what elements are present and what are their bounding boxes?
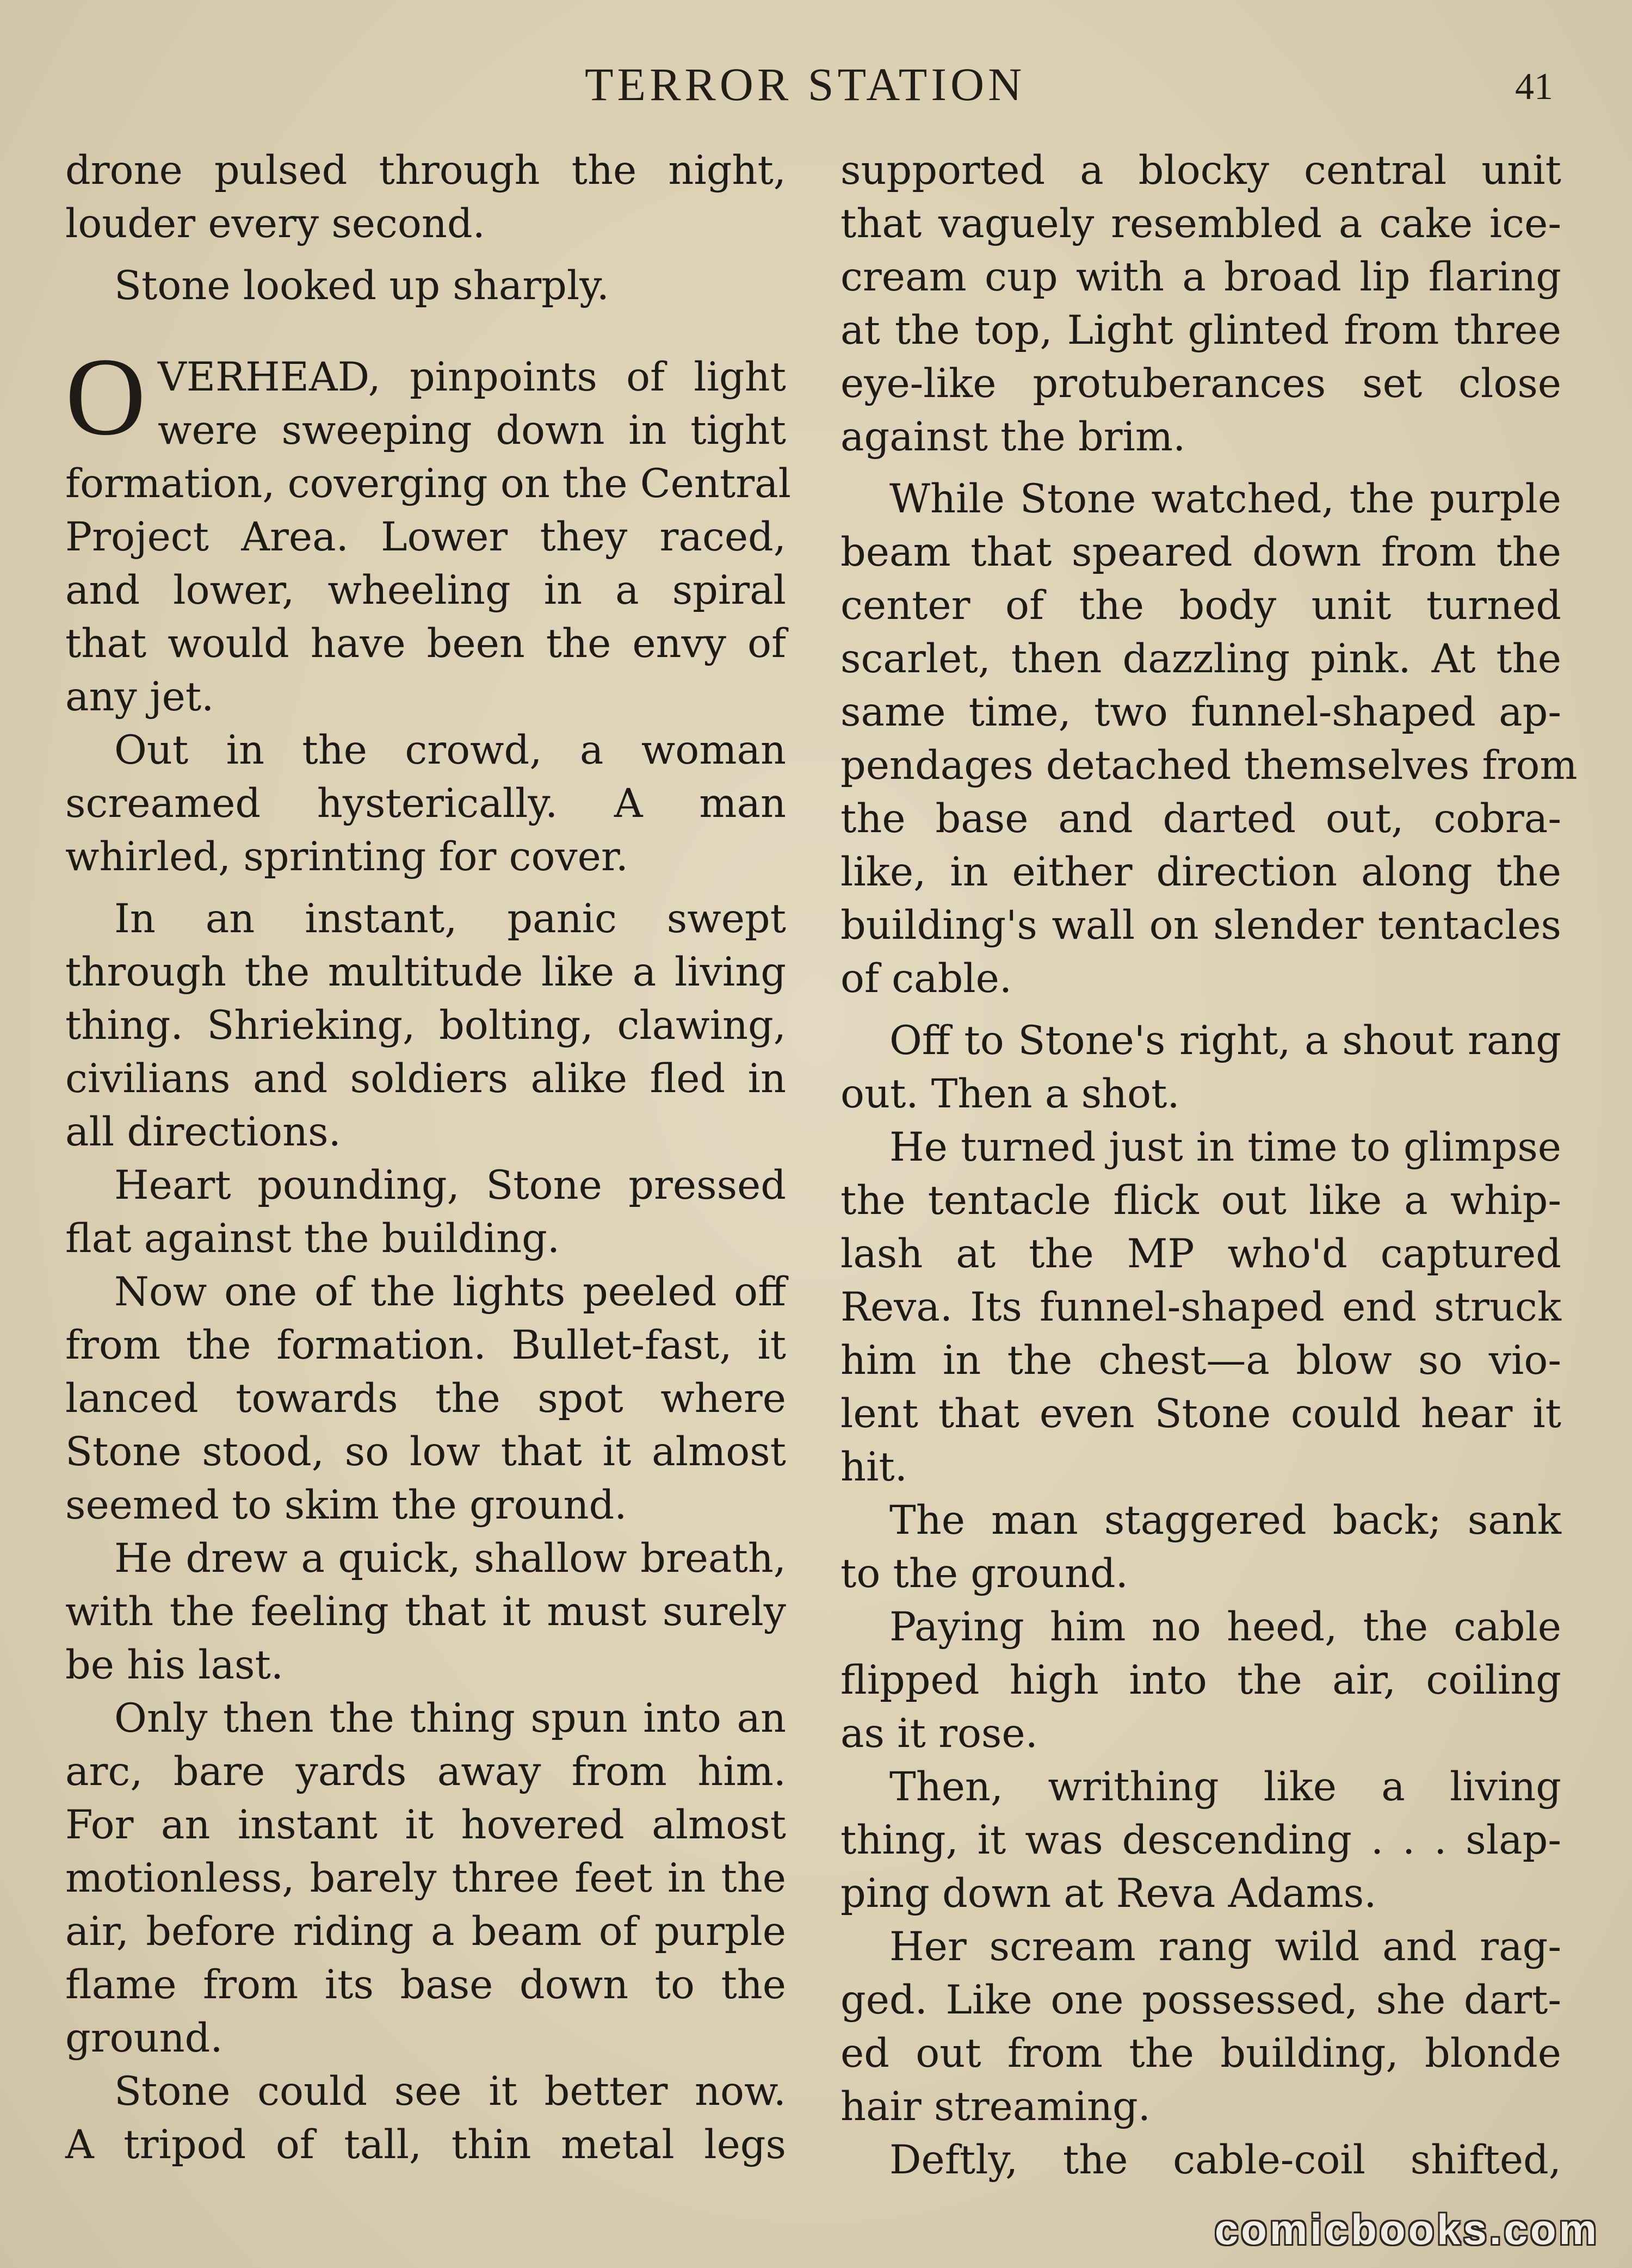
line-text: Project Area. Lower they raced, bbox=[65, 514, 786, 560]
line-text: Now one of the lights peeled off bbox=[114, 1269, 786, 1315]
running-header: TERROR STATION bbox=[585, 58, 1026, 110]
line-text: lash at the MP who'd captured bbox=[840, 1231, 1561, 1277]
line-text: eye-like protuberances set close bbox=[840, 361, 1561, 407]
line-text: flame from its base down to the bbox=[65, 1962, 786, 2008]
line-text: against the brim. bbox=[840, 414, 1186, 460]
text-line bbox=[840, 1494, 1561, 1547]
line-text: the tentacle flick out like a whip- bbox=[840, 1178, 1561, 1224]
text-line bbox=[65, 1266, 786, 1319]
text-line bbox=[65, 1959, 786, 2012]
line-text: civilians and soldiers alike fled in bbox=[65, 1056, 786, 1102]
text-line bbox=[65, 671, 786, 724]
text-line bbox=[840, 1281, 1561, 1334]
page-number: 41 bbox=[1515, 66, 1553, 108]
text-line bbox=[65, 617, 786, 671]
line-text: For an instant it hovered almost bbox=[65, 1802, 786, 1848]
text-line bbox=[840, 2080, 1561, 2134]
line-text: beam that speared down from the bbox=[840, 529, 1561, 575]
line-text: Off to Stone's right, a shout rang bbox=[889, 1018, 1561, 1064]
text-line bbox=[65, 457, 791, 511]
text-line bbox=[65, 259, 786, 313]
line-text: Out in the crowd, a woman bbox=[114, 727, 786, 773]
section-break bbox=[65, 313, 786, 351]
text-line bbox=[840, 846, 1561, 899]
line-text: scarlet, then dazzling pink. At the bbox=[840, 636, 1561, 682]
text-line bbox=[840, 304, 1561, 357]
text-line bbox=[65, 1319, 786, 1372]
text-line bbox=[840, 411, 1561, 464]
text-line bbox=[840, 1014, 1561, 1068]
line-text: ed out from the building, blonde bbox=[840, 2030, 1561, 2077]
text-line bbox=[840, 1974, 1561, 2027]
text-line bbox=[65, 1159, 786, 1212]
text-line bbox=[65, 1052, 786, 1106]
line-text: He drew a quick, shallow breath, bbox=[114, 1535, 786, 1582]
text-line bbox=[65, 1426, 786, 1479]
text-line bbox=[65, 2065, 786, 2118]
line-text: VERHEAD, pinpoints of light bbox=[158, 354, 786, 400]
line-text: Stone looked up sharply. bbox=[114, 263, 610, 309]
line-text: thing. Shrieking, bolting, clawing, bbox=[65, 1002, 786, 1049]
line-text: same time, two funnel-shaped ap- bbox=[840, 689, 1561, 735]
line-text: hit. bbox=[840, 1444, 907, 1490]
line-text: of cable. bbox=[840, 956, 1012, 1002]
line-text: him in the chest—a blow so vio- bbox=[840, 1337, 1561, 1384]
text-line bbox=[65, 511, 786, 564]
line-text: Only then the thing spun into an bbox=[114, 1695, 786, 1742]
line-text: cream cup with a broad lip flaring bbox=[840, 254, 1561, 300]
line-text: The man staggered back; sank bbox=[889, 1497, 1561, 1544]
text-line bbox=[65, 1106, 786, 1159]
line-text: at the top, Light glinted from three bbox=[840, 307, 1561, 354]
line-text: like, in either direction along the bbox=[840, 849, 1561, 895]
text-line bbox=[65, 893, 786, 946]
text-line bbox=[840, 686, 1561, 739]
text-line bbox=[65, 1532, 786, 1585]
text-line bbox=[65, 831, 786, 884]
line-text: center of the body unit turned bbox=[840, 583, 1561, 629]
paragraph-gap bbox=[840, 1006, 1561, 1014]
text-line bbox=[840, 1814, 1561, 1867]
text-line bbox=[840, 1228, 1561, 1281]
drop-cap: O bbox=[65, 335, 146, 458]
line-text: pendages detached themselves from bbox=[840, 742, 1578, 789]
text-line bbox=[65, 1212, 786, 1266]
line-text: thing, it was descending . . . slap- bbox=[840, 1817, 1561, 1863]
line-text: air, before riding a beam of purple bbox=[65, 1908, 786, 1955]
left-text-column bbox=[65, 144, 791, 2172]
line-text: screamed hysterically. A man bbox=[65, 780, 786, 827]
paragraph-gap bbox=[65, 884, 786, 893]
text-line bbox=[840, 739, 1578, 792]
line-text: Then, writhing like a living bbox=[889, 1764, 1561, 1810]
line-text: with the feeling that it must surely bbox=[65, 1589, 786, 1635]
text-line bbox=[840, 1867, 1561, 1920]
right-text-column bbox=[840, 144, 1578, 2187]
line-text: that would have been the envy of bbox=[65, 621, 786, 667]
text-line bbox=[840, 1121, 1561, 1174]
text-line bbox=[840, 1601, 1561, 1654]
text-line bbox=[840, 579, 1561, 633]
line-text: building's wall on slender tentacles bbox=[840, 902, 1561, 949]
paragraph-gap bbox=[65, 251, 786, 259]
text-line bbox=[65, 1585, 786, 1639]
line-text: hair streaming. bbox=[840, 2084, 1151, 2130]
text-line bbox=[840, 633, 1561, 686]
text-line bbox=[65, 1905, 786, 1959]
line-text: ping down at Reva Adams. bbox=[840, 1870, 1377, 1917]
line-text: Her scream rang wild and rag- bbox=[889, 1924, 1561, 1970]
text-line bbox=[65, 1372, 786, 1426]
text-line bbox=[840, 952, 1561, 1006]
text-line bbox=[840, 1920, 1561, 1974]
text-line bbox=[840, 357, 1561, 411]
text-line bbox=[65, 999, 786, 1052]
line-text: from the formation. Bullet-fast, it bbox=[65, 1322, 786, 1368]
text-line bbox=[65, 946, 786, 999]
line-text: ged. Like one possessed, she dart- bbox=[840, 1977, 1561, 2023]
line-text: and lower, wheeling in a spiral bbox=[65, 567, 786, 614]
text-line bbox=[65, 564, 786, 617]
text-line bbox=[65, 1745, 786, 1799]
text-line bbox=[840, 1441, 1561, 1494]
text-line bbox=[65, 777, 786, 831]
text-line bbox=[840, 1387, 1561, 1441]
text-line bbox=[65, 1479, 786, 1532]
line-text: Reva. Its funnel-shaped end struck bbox=[840, 1284, 1561, 1330]
text-line bbox=[840, 1547, 1561, 1601]
text-line bbox=[840, 144, 1561, 197]
text-line bbox=[65, 144, 786, 197]
text-line bbox=[840, 2134, 1561, 2187]
line-text: lanced towards the spot where bbox=[65, 1375, 786, 1422]
text-line bbox=[65, 1692, 786, 1745]
line-text: formation, coverging on the Central bbox=[65, 461, 791, 507]
line-text: ground. bbox=[65, 2015, 223, 2061]
line-text: the base and darted out, cobra- bbox=[840, 796, 1561, 842]
line-text: all directions. bbox=[65, 1109, 341, 1155]
line-text: motionless, barely three feet in the bbox=[65, 1855, 786, 1901]
line-text: louder every second. bbox=[65, 201, 485, 247]
text-line bbox=[840, 197, 1561, 251]
text-line bbox=[840, 1654, 1561, 1707]
line-text: Paying him no heed, the cable bbox=[889, 1604, 1561, 1650]
text-line bbox=[840, 473, 1561, 526]
text-line bbox=[65, 1852, 786, 1905]
line-text: lent that even Stone could hear it bbox=[840, 1391, 1561, 1437]
line-text: as it rose. bbox=[840, 1711, 1038, 1757]
line-text: seemed to skim the ground. bbox=[65, 1482, 627, 1528]
line-text: Stone could see it better now. bbox=[114, 2068, 786, 2115]
watermark-logo: comicbooks.com bbox=[1214, 2205, 1599, 2253]
line-text: supported a blocky central unit bbox=[840, 147, 1561, 194]
text-line bbox=[840, 899, 1561, 952]
text-line bbox=[65, 197, 786, 251]
line-text: arc, bare yards away from him. bbox=[65, 1749, 786, 1795]
text-line bbox=[840, 2027, 1561, 2080]
line-text: out. Then a shot. bbox=[840, 1071, 1180, 1117]
line-text: be his last. bbox=[65, 1642, 284, 1688]
paragraph-gap bbox=[840, 464, 1561, 473]
text-line bbox=[840, 1068, 1561, 1121]
text-line bbox=[840, 526, 1561, 579]
text-line bbox=[65, 724, 786, 777]
line-text: Deftly, the cable-coil shifted, bbox=[889, 2137, 1561, 2183]
line-text: A tripod of tall, thin metal legs bbox=[65, 2122, 786, 2168]
line-text: flat against the building. bbox=[65, 1216, 560, 1262]
text-line bbox=[840, 1174, 1561, 1228]
text-line bbox=[840, 792, 1561, 846]
text-line bbox=[65, 1799, 786, 1852]
text-line bbox=[65, 404, 786, 457]
text-line bbox=[840, 1707, 1561, 1761]
line-text: through the multitude like a living bbox=[65, 949, 786, 995]
line-text: that vaguely resembled a cake ice- bbox=[840, 201, 1561, 247]
line-text: Heart pounding, Stone pressed bbox=[114, 1162, 786, 1209]
line-text: to the ground. bbox=[840, 1551, 1128, 1597]
text-line bbox=[65, 2012, 786, 2065]
text-line bbox=[840, 1334, 1561, 1387]
line-text: He turned just in time to glimpse bbox=[889, 1124, 1561, 1170]
line-text: Stone stood, so low that it almost bbox=[65, 1429, 786, 1475]
line-text: were sweeping down in tight bbox=[158, 407, 786, 454]
text-line bbox=[65, 2118, 786, 2172]
line-text: While Stone watched, the purple bbox=[889, 476, 1561, 522]
line-text: flipped high into the air, coiling bbox=[840, 1657, 1561, 1703]
line-text: drone pulsed through the night, bbox=[65, 147, 786, 194]
line-text: any jet. bbox=[65, 674, 214, 720]
text-line bbox=[840, 1761, 1561, 1814]
line-text: In an instant, panic swept bbox=[114, 896, 786, 942]
text-line bbox=[65, 1639, 786, 1692]
line-text: whirled, sprinting for cover. bbox=[65, 834, 628, 880]
text-line bbox=[840, 251, 1561, 304]
